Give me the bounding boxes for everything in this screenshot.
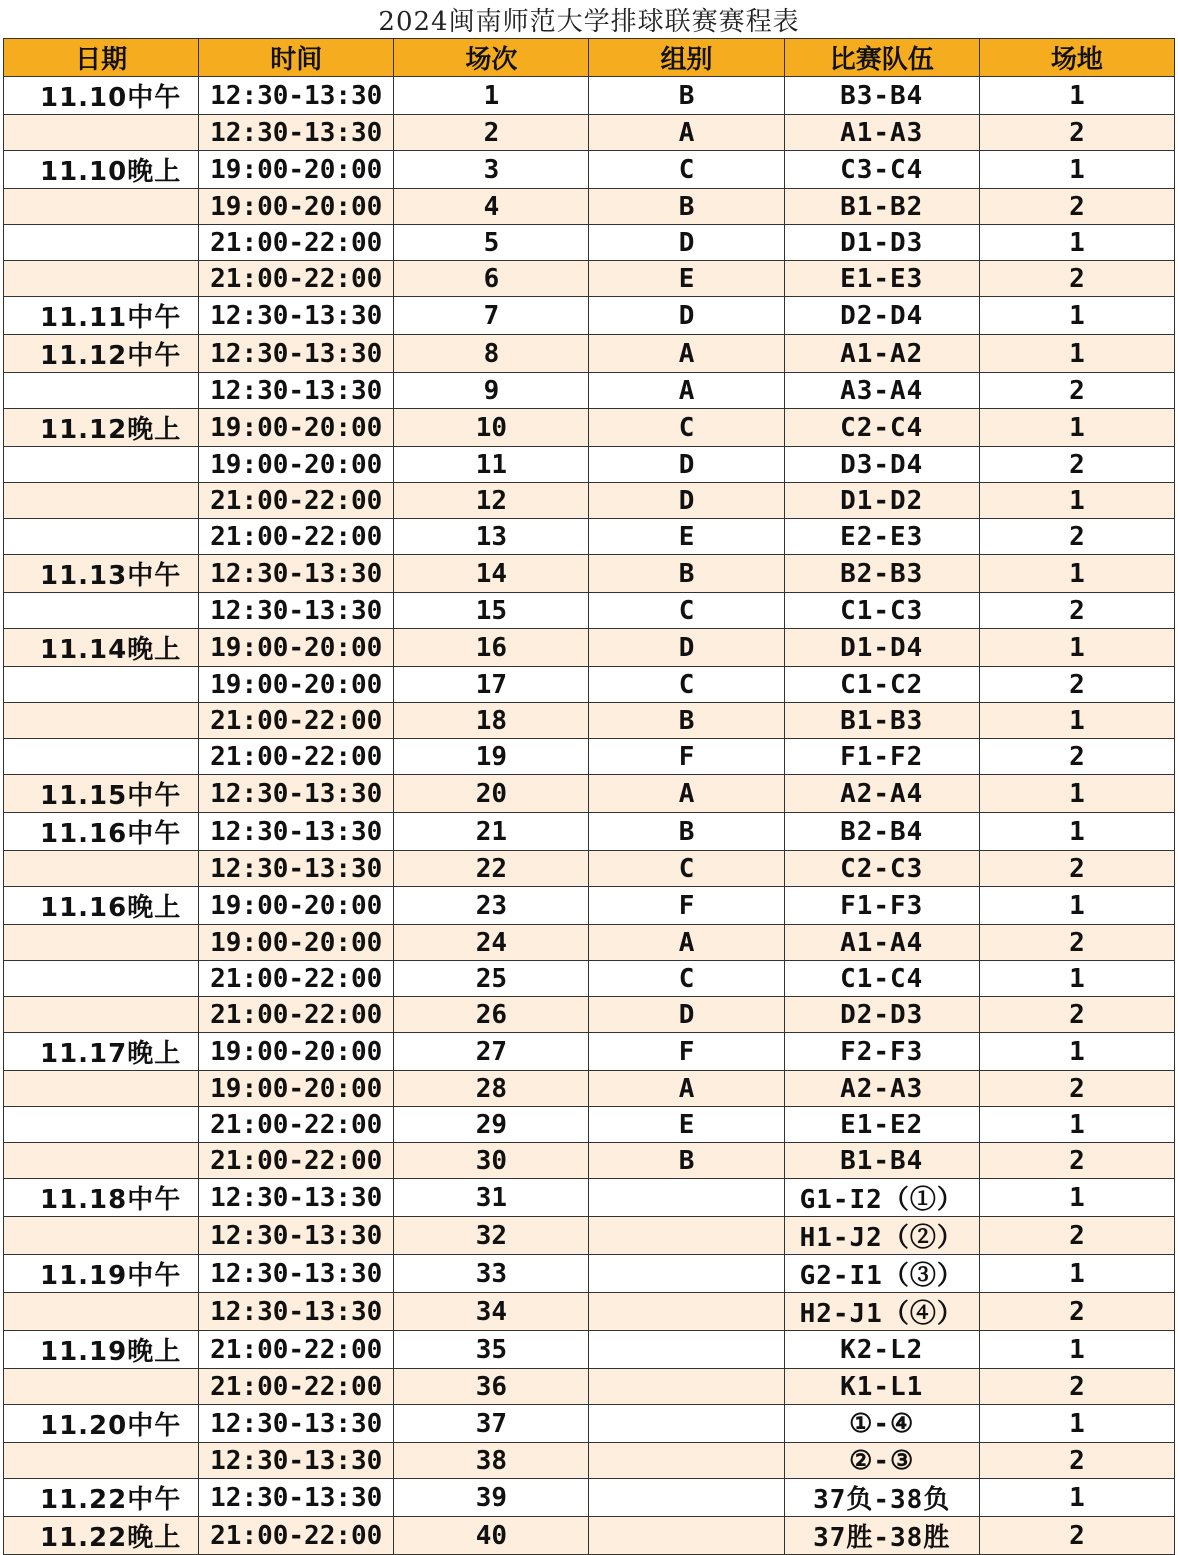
table-row (4, 739, 1175, 775)
cell-group: E (589, 519, 784, 555)
cell-date: 11.12晚上 (4, 409, 199, 447)
cell-match-no: 20 (394, 775, 589, 813)
table-row (4, 1443, 1175, 1479)
cell-group (589, 1331, 784, 1369)
cell-court: 1 (979, 1479, 1174, 1517)
cell-match-no: 34 (394, 1293, 589, 1331)
cell-court: 2 (979, 1071, 1174, 1107)
cell-time: 12:30-13:30 (199, 373, 394, 409)
cell-match-no: 27 (394, 1033, 589, 1071)
cell-teams: F1-F3 (784, 887, 979, 925)
cell-date: 11.18中午 (4, 1179, 199, 1217)
cell-match-no: 10 (394, 409, 589, 447)
cell-teams: F2-F3 (784, 1033, 979, 1071)
cell-date (4, 483, 199, 519)
cell-teams: ①-④ (784, 1405, 979, 1443)
cell-date (4, 851, 199, 887)
cell-match-no: 7 (394, 297, 589, 335)
cell-date: 11.10中午 (4, 77, 199, 115)
cell-date (4, 593, 199, 629)
cell-court: 2 (979, 1143, 1174, 1179)
cell-match-no: 12 (394, 483, 589, 519)
cell-teams: B2-B3 (784, 555, 979, 593)
header-date: 日期 (4, 39, 199, 77)
cell-time: 12:30-13:30 (199, 593, 394, 629)
cell-court: 1 (979, 483, 1174, 519)
table-row (4, 297, 1175, 335)
table-row (4, 775, 1175, 813)
cell-time: 12:30-13:30 (199, 115, 394, 151)
cell-date: 11.10晚上 (4, 151, 199, 189)
table-row (4, 447, 1175, 483)
cell-date (4, 925, 199, 961)
cell-match-no: 15 (394, 593, 589, 629)
cell-match-no: 24 (394, 925, 589, 961)
cell-time: 12:30-13:30 (199, 775, 394, 813)
cell-time: 21:00-22:00 (199, 997, 394, 1033)
cell-match-no: 25 (394, 961, 589, 997)
cell-group: A (589, 925, 784, 961)
cell-time: 12:30-13:30 (199, 1293, 394, 1331)
cell-time: 19:00-20:00 (199, 447, 394, 483)
cell-time: 12:30-13:30 (199, 77, 394, 115)
cell-teams: D2-D4 (784, 297, 979, 335)
cell-time: 19:00-20:00 (199, 887, 394, 925)
cell-court: 1 (979, 1331, 1174, 1369)
cell-court: 2 (979, 1443, 1174, 1479)
cell-time: 21:00-22:00 (199, 519, 394, 555)
cell-match-no: 35 (394, 1331, 589, 1369)
table-row (4, 1071, 1175, 1107)
cell-group: D (589, 447, 784, 483)
cell-teams: C2-C3 (784, 851, 979, 887)
cell-time: 19:00-20:00 (199, 409, 394, 447)
cell-teams: D3-D4 (784, 447, 979, 483)
table-row (4, 225, 1175, 261)
cell-court: 2 (979, 1517, 1174, 1555)
cell-time: 21:00-22:00 (199, 261, 394, 297)
cell-group (589, 1255, 784, 1293)
cell-court: 1 (979, 77, 1174, 115)
cell-date: 11.12中午 (4, 335, 199, 373)
cell-group: D (589, 629, 784, 667)
cell-date (4, 225, 199, 261)
cell-teams: C1-C4 (784, 961, 979, 997)
cell-court: 1 (979, 775, 1174, 813)
cell-match-no: 36 (394, 1369, 589, 1405)
table-row (4, 629, 1175, 667)
cell-group (589, 1369, 784, 1405)
cell-group: D (589, 483, 784, 519)
cell-date (4, 115, 199, 151)
cell-date (4, 261, 199, 297)
cell-teams: 37胜-38胜 (784, 1517, 979, 1555)
cell-group (589, 1517, 784, 1555)
table-row (4, 997, 1175, 1033)
table-row (4, 1369, 1175, 1405)
table-row (4, 703, 1175, 739)
cell-date (4, 1443, 199, 1479)
header-match-no: 场次 (394, 39, 589, 77)
cell-time: 21:00-22:00 (199, 1517, 394, 1555)
cell-date: 11.13中午 (4, 555, 199, 593)
table-row (4, 887, 1175, 925)
cell-teams: A1-A2 (784, 335, 979, 373)
cell-teams: D1-D3 (784, 225, 979, 261)
cell-group: D (589, 997, 784, 1033)
table-row (4, 1293, 1175, 1331)
cell-time: 21:00-22:00 (199, 739, 394, 775)
cell-court: 1 (979, 225, 1174, 261)
cell-court: 1 (979, 703, 1174, 739)
cell-court: 1 (979, 1107, 1174, 1143)
cell-date: 11.15中午 (4, 775, 199, 813)
cell-match-no: 37 (394, 1405, 589, 1443)
cell-time: 21:00-22:00 (199, 1143, 394, 1179)
cell-time: 19:00-20:00 (199, 1033, 394, 1071)
cell-court: 1 (979, 961, 1174, 997)
cell-group: C (589, 851, 784, 887)
cell-teams: H2-J1（④） (784, 1293, 979, 1331)
table-row (4, 1479, 1175, 1517)
table-row (4, 1517, 1175, 1555)
cell-match-no: 4 (394, 189, 589, 225)
header-time: 时间 (199, 39, 394, 77)
cell-court: 2 (979, 593, 1174, 629)
cell-group: A (589, 373, 784, 409)
cell-date (4, 447, 199, 483)
table-row (4, 555, 1175, 593)
page-title: 2024闽南师范大学排球联赛赛程表 (378, 6, 800, 37)
table-row (4, 77, 1175, 115)
cell-court: 2 (979, 667, 1174, 703)
table-row (4, 813, 1175, 851)
cell-date (4, 1071, 199, 1107)
cell-court: 2 (979, 997, 1174, 1033)
table-row (4, 261, 1175, 297)
cell-teams: H1-J2（②） (784, 1217, 979, 1255)
header-teams: 比赛队伍 (784, 39, 979, 77)
cell-date (4, 189, 199, 225)
cell-teams: B1-B3 (784, 703, 979, 739)
table-row (4, 851, 1175, 887)
cell-time: 12:30-13:30 (199, 1217, 394, 1255)
cell-date: 11.14晚上 (4, 629, 199, 667)
cell-group: F (589, 887, 784, 925)
cell-group: C (589, 151, 784, 189)
cell-date: 11.20中午 (4, 1405, 199, 1443)
cell-teams: G1-I2（①） (784, 1179, 979, 1217)
cell-match-no: 3 (394, 151, 589, 189)
cell-group: F (589, 739, 784, 775)
cell-match-no: 18 (394, 703, 589, 739)
cell-match-no: 8 (394, 335, 589, 373)
table-row (4, 1107, 1175, 1143)
table-row (4, 483, 1175, 519)
cell-group: B (589, 1143, 784, 1179)
cell-match-no: 17 (394, 667, 589, 703)
cell-time: 19:00-20:00 (199, 629, 394, 667)
cell-time: 21:00-22:00 (199, 703, 394, 739)
cell-group: B (589, 813, 784, 851)
cell-date: 11.16晚上 (4, 887, 199, 925)
cell-group: B (589, 189, 784, 225)
cell-match-no: 14 (394, 555, 589, 593)
cell-teams: C1-C2 (784, 667, 979, 703)
cell-time: 12:30-13:30 (199, 851, 394, 887)
cell-court: 2 (979, 261, 1174, 297)
cell-teams: C3-C4 (784, 151, 979, 189)
cell-match-no: 21 (394, 813, 589, 851)
cell-time: 21:00-22:00 (199, 961, 394, 997)
cell-date: 11.16中午 (4, 813, 199, 851)
cell-date (4, 667, 199, 703)
cell-match-no: 9 (394, 373, 589, 409)
cell-group: F (589, 1033, 784, 1071)
cell-group: D (589, 225, 784, 261)
table-row (4, 519, 1175, 555)
cell-teams: F1-F2 (784, 739, 979, 775)
cell-teams: G2-I1（③） (784, 1255, 979, 1293)
cell-date (4, 739, 199, 775)
cell-match-no: 23 (394, 887, 589, 925)
cell-court: 2 (979, 739, 1174, 775)
table-row (4, 925, 1175, 961)
cell-court: 1 (979, 151, 1174, 189)
table-row (4, 1331, 1175, 1369)
cell-court: 1 (979, 629, 1174, 667)
cell-date (4, 1369, 199, 1405)
table-row (4, 1179, 1175, 1217)
cell-date: 11.19中午 (4, 1255, 199, 1293)
table-row (4, 1033, 1175, 1071)
cell-date: 11.17晚上 (4, 1033, 199, 1071)
cell-date: 11.19晚上 (4, 1331, 199, 1369)
cell-date (4, 997, 199, 1033)
cell-time: 12:30-13:30 (199, 1255, 394, 1293)
cell-teams: A1-A3 (784, 115, 979, 151)
cell-group (589, 1479, 784, 1517)
cell-match-no: 1 (394, 77, 589, 115)
cell-teams: K1-L1 (784, 1369, 979, 1405)
cell-group (589, 1443, 784, 1479)
cell-match-no: 11 (394, 447, 589, 483)
cell-time: 12:30-13:30 (199, 1443, 394, 1479)
table-row (4, 1405, 1175, 1443)
cell-date: 11.22晚上 (4, 1517, 199, 1555)
cell-group: E (589, 261, 784, 297)
table-row (4, 115, 1175, 151)
table-row (4, 593, 1175, 629)
cell-court: 2 (979, 189, 1174, 225)
cell-teams: K2-L2 (784, 1331, 979, 1369)
cell-time: 19:00-20:00 (199, 925, 394, 961)
cell-match-no: 6 (394, 261, 589, 297)
cell-group: C (589, 667, 784, 703)
cell-match-no: 19 (394, 739, 589, 775)
cell-teams: 37负-38负 (784, 1479, 979, 1517)
cell-teams: E1-E3 (784, 261, 979, 297)
cell-teams: D1-D2 (784, 483, 979, 519)
cell-court: 1 (979, 555, 1174, 593)
cell-time: 19:00-20:00 (199, 1071, 394, 1107)
cell-match-no: 33 (394, 1255, 589, 1293)
cell-group: B (589, 77, 784, 115)
cell-group: C (589, 409, 784, 447)
table-body (4, 77, 1175, 1555)
cell-court: 2 (979, 447, 1174, 483)
cell-court: 1 (979, 887, 1174, 925)
cell-court: 1 (979, 335, 1174, 373)
cell-match-no: 26 (394, 997, 589, 1033)
cell-time: 12:30-13:30 (199, 1405, 394, 1443)
cell-teams: C1-C3 (784, 593, 979, 629)
cell-match-no: 38 (394, 1443, 589, 1479)
cell-date (4, 1143, 199, 1179)
cell-date: 11.11中午 (4, 297, 199, 335)
cell-time: 12:30-13:30 (199, 335, 394, 373)
cell-match-no: 16 (394, 629, 589, 667)
cell-court: 2 (979, 519, 1174, 555)
cell-teams: B1-B4 (784, 1143, 979, 1179)
table-row (4, 667, 1175, 703)
cell-match-no: 5 (394, 225, 589, 261)
table-row (4, 373, 1175, 409)
cell-teams: E2-E3 (784, 519, 979, 555)
cell-match-no: 2 (394, 115, 589, 151)
cell-teams: B3-B4 (784, 77, 979, 115)
table-header-row (4, 39, 1175, 77)
cell-group: A (589, 1071, 784, 1107)
cell-time: 19:00-20:00 (199, 189, 394, 225)
cell-court: 2 (979, 1217, 1174, 1255)
cell-teams: D1-D4 (784, 629, 979, 667)
cell-teams: B2-B4 (784, 813, 979, 851)
cell-time: 12:30-13:30 (199, 1479, 394, 1517)
cell-teams: C2-C4 (784, 409, 979, 447)
cell-teams: ②-③ (784, 1443, 979, 1479)
cell-court: 1 (979, 297, 1174, 335)
cell-time: 12:30-13:30 (199, 555, 394, 593)
cell-match-no: 31 (394, 1179, 589, 1217)
cell-date (4, 373, 199, 409)
cell-time: 21:00-22:00 (199, 1369, 394, 1405)
cell-group: D (589, 297, 784, 335)
cell-time: 12:30-13:30 (199, 1179, 394, 1217)
table-row (4, 409, 1175, 447)
cell-time: 21:00-22:00 (199, 1107, 394, 1143)
cell-group: B (589, 555, 784, 593)
cell-time: 19:00-20:00 (199, 667, 394, 703)
cell-group: A (589, 775, 784, 813)
cell-group (589, 1179, 784, 1217)
cell-court: 1 (979, 813, 1174, 851)
cell-group: E (589, 1107, 784, 1143)
cell-time: 21:00-22:00 (199, 225, 394, 261)
cell-time: 12:30-13:30 (199, 297, 394, 335)
cell-time: 21:00-22:00 (199, 483, 394, 519)
table-row (4, 1255, 1175, 1293)
cell-group (589, 1293, 784, 1331)
table-row (4, 1143, 1175, 1179)
cell-teams: E1-E2 (784, 1107, 979, 1143)
cell-match-no: 13 (394, 519, 589, 555)
cell-time: 12:30-13:30 (199, 813, 394, 851)
cell-court: 1 (979, 1405, 1174, 1443)
cell-teams: B1-B2 (784, 189, 979, 225)
header-group: 组别 (589, 39, 784, 77)
cell-teams: A3-A4 (784, 373, 979, 409)
cell-date (4, 1217, 199, 1255)
table-row (4, 335, 1175, 373)
cell-group: B (589, 703, 784, 739)
cell-time: 19:00-20:00 (199, 151, 394, 189)
cell-court: 2 (979, 1293, 1174, 1331)
table-row (4, 1217, 1175, 1255)
cell-date (4, 1107, 199, 1143)
cell-teams: A2-A4 (784, 775, 979, 813)
cell-match-no: 40 (394, 1517, 589, 1555)
cell-date (4, 703, 199, 739)
cell-court: 1 (979, 1033, 1174, 1071)
cell-court: 2 (979, 115, 1174, 151)
cell-match-no: 39 (394, 1479, 589, 1517)
cell-match-no: 30 (394, 1143, 589, 1179)
cell-group (589, 1405, 784, 1443)
cell-date (4, 519, 199, 555)
cell-court: 2 (979, 1369, 1174, 1405)
cell-court: 1 (979, 1179, 1174, 1217)
cell-match-no: 28 (394, 1071, 589, 1107)
table-row (4, 961, 1175, 997)
cell-group: C (589, 593, 784, 629)
cell-group: A (589, 115, 784, 151)
header-court: 场地 (979, 39, 1174, 77)
cell-match-no: 29 (394, 1107, 589, 1143)
schedule-table (3, 38, 1175, 1555)
cell-group: A (589, 335, 784, 373)
cell-court: 2 (979, 851, 1174, 887)
cell-teams: A2-A3 (784, 1071, 979, 1107)
cell-court: 2 (979, 925, 1174, 961)
cell-court: 1 (979, 1255, 1174, 1293)
cell-match-no: 22 (394, 851, 589, 887)
table-row (4, 189, 1175, 225)
cell-teams: D2-D3 (784, 997, 979, 1033)
cell-teams: A1-A4 (784, 925, 979, 961)
cell-court: 1 (979, 409, 1174, 447)
cell-court: 2 (979, 373, 1174, 409)
table-row (4, 151, 1175, 189)
cell-time: 21:00-22:00 (199, 1331, 394, 1369)
cell-date (4, 961, 199, 997)
cell-match-no: 32 (394, 1217, 589, 1255)
cell-group: C (589, 961, 784, 997)
cell-group (589, 1217, 784, 1255)
cell-date: 11.22中午 (4, 1479, 199, 1517)
cell-date (4, 1293, 199, 1331)
